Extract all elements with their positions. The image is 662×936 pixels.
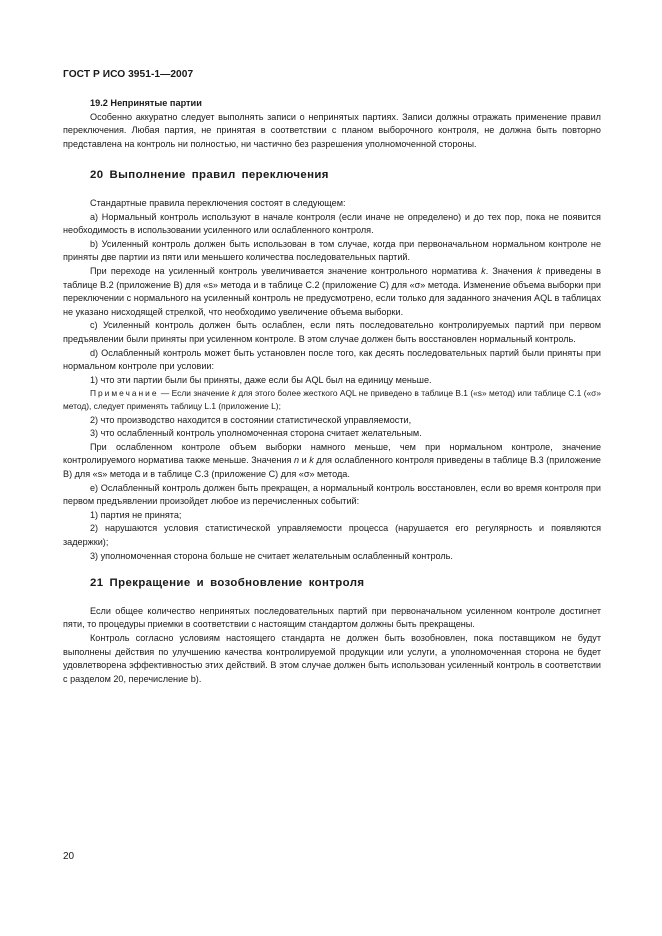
list-item-20-e-3: 3) уполномоченная сторона больше не считает желательным ослабленный контроль. bbox=[90, 550, 453, 561]
symbol-k: k bbox=[309, 455, 314, 466]
paragraph-21-1: Если общее количество непринятых последовательных партий при первоначальном усиленном контроле достигнет пяти, то процедуры приемки в соответствии с настоящим стандартом должны быть прекращены. bbox=[63, 605, 601, 630]
list-item-20-e-2: 2) нарушаются условия статистической управляемости процесса (нарушается его регулярность и появляются задержки); bbox=[63, 523, 601, 548]
list-item-20-e: е) Ослабленный контроль должен быть прекращен, а нормальный контроль восстановлен, если во время контроля при первом предъявлении произойдет любое из перечисленных событий: bbox=[63, 482, 601, 507]
note: Примечание — Если значение k для этого более жесткого AQL не приведено в таблице В.1 («s» метод) или таблице С.1 («σ» метод), следует применять таблицу L.1 (приложение L); bbox=[63, 388, 601, 412]
list-item-20-a: а) Нормальный контроль используют в начале контроля (если иначе не определено) и до тех пор, пока не появится необходимость в использовании усиленного или ослабленного контроля. bbox=[63, 211, 601, 236]
list-item-20-c: с) Усиленный контроль должен быть ослаблен, если пять последовательно контролируемых партий при первом предъявлении были приняты при усиленном контроле. В этом случае должен быть восстановлен нормальный контроль. bbox=[63, 320, 601, 344]
paragraph-20-intro: Стандартные правила переключения состоят в следующем: bbox=[90, 197, 346, 208]
symbol-k: k bbox=[536, 265, 542, 276]
list-item-20-b: b) Усиленный контроль должен быть использован в том случае, когда при первоначальном нормальном контроле не приняты две партии из пяти или меньшего количества последовательных партий. bbox=[63, 238, 601, 263]
list-item-20-d: d) Ослабленный контроль может быть установлен после того, как десять последовательных партий были приняты при нормальном контроле при условии: bbox=[63, 347, 601, 372]
list-item-20-d-1: 1) что эти партии были бы приняты, даже если бы AQL был на единицу меньше. bbox=[90, 374, 432, 385]
section-heading-20: 20 Выполнение правил переключения bbox=[90, 169, 329, 182]
standard-header: ГОСТ Р ИСО 3951-1—2007 bbox=[63, 69, 194, 80]
document-body bbox=[63, 97, 601, 686]
section-heading-21: 21 Прекращение и возобновление контроля bbox=[90, 577, 365, 590]
paragraph-21-2: Контроль согласно условиям настоящего стандарта не должен быть возобновлен, пока поставщиком не будут выполнены действия по улучшению качества контролируемой продукции или услуги, а уполномоченная сторона не будет удовлетворена эффективностью этих действий. В этом случае должен быть использован усиленный контроль в соответствии с разделом 20, перечисление b). bbox=[63, 633, 601, 684]
symbol-n: n bbox=[294, 455, 300, 466]
list-item-20-d-2: 2) что производство находится в состоянии статистической управляемости, bbox=[90, 414, 412, 425]
symbol-k: k bbox=[231, 388, 236, 399]
paragraph-19-2: Особенно аккуратно следует выполнять записи о непринятых партиях. Записи должны отражать применение правил переключения. Любая партия, не принятая в соответствии с планом выборочного контроля, не должна быть повторно представлена на контроль ни полностью, ни частично без разрешения уполномоченной стороны. bbox=[63, 111, 601, 149]
subsection-heading-19-2: 19.2 Непринятые партии bbox=[90, 98, 202, 108]
list-item-20-e-1: 1) партия не принята; bbox=[90, 509, 182, 520]
paragraph-20-b-continued: При переходе на усиленный контроль увеличивается значение контрольного норматива k. Значения k приведены в таблице В.2 (приложение В) для «s» метода и в таблице С.2 (приложение С) для «σ» метода. Изменение объема выборки при переключении с нормального на усиленный контроль не предусмотрено, если только для заданного значения AQL в таблицах не указано нисходящей стрелкой, что необходимо увеличение объема выборки. bbox=[63, 265, 601, 317]
paragraph-20-d-continued: При ослабленном контроле объем выборки намного меньше, чем при нормальном контроле, значение контролируемого норматива также меньше. Значения n и k для ослабленного контроля приведены в таблице В.3 (приложение В) для «s» метода и в таблице С.3 (приложение С) для «σ» метода. bbox=[63, 441, 601, 480]
note-label: Примечание bbox=[90, 388, 159, 399]
list-item-20-d-3: 3) что ослабленный контроль уполномоченная сторона считает желательным. bbox=[90, 428, 422, 439]
page-number: 20 bbox=[63, 851, 75, 862]
symbol-k: k bbox=[481, 265, 486, 276]
